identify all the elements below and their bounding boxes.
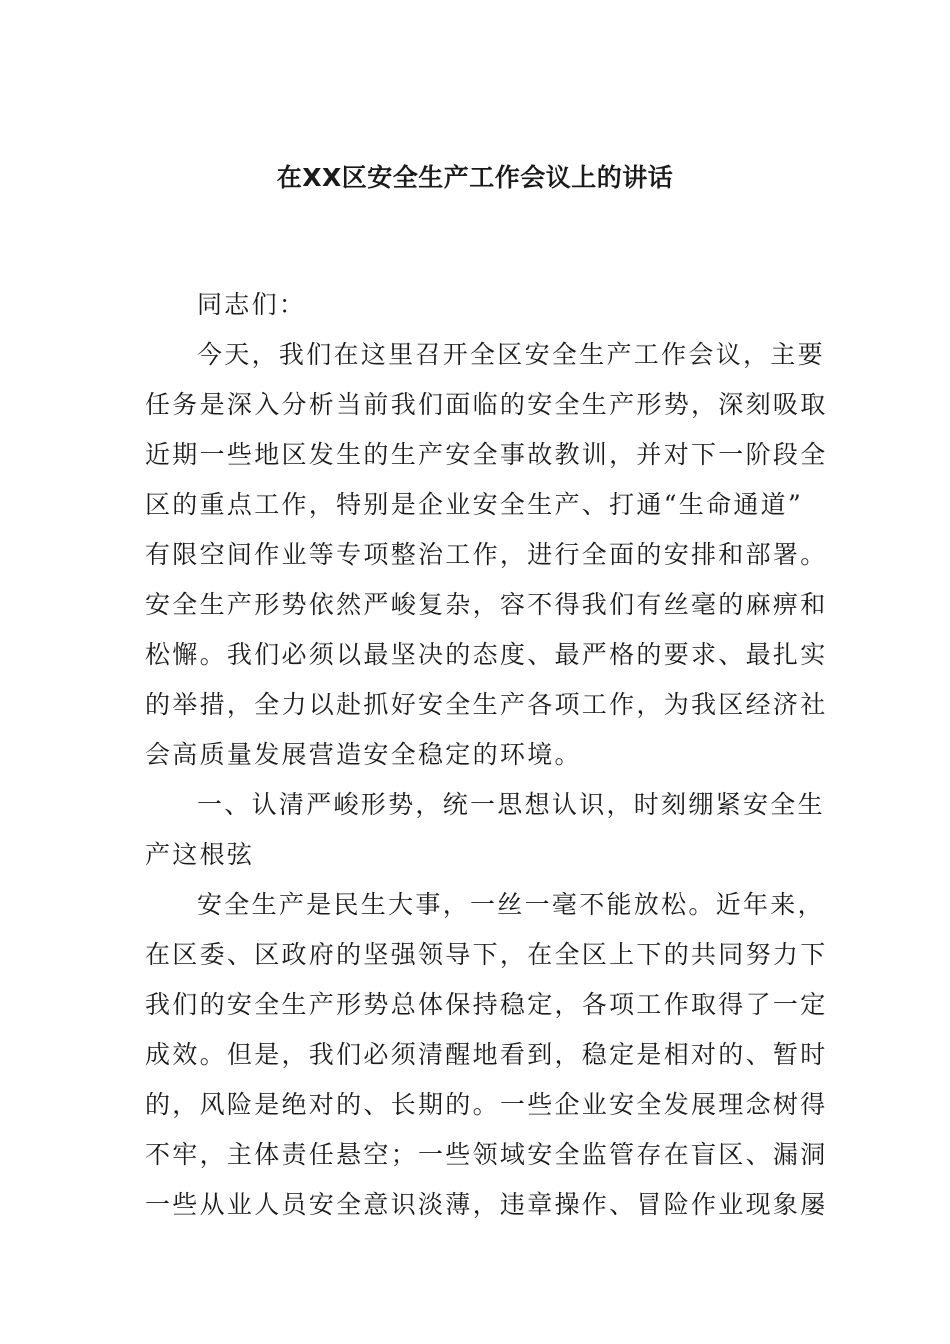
paragraph-line: 一些从业人员安全意识淡薄，违章操作、冒险作业现象屡 [145,1190,828,1219]
paragraph-line: 不牢，主体责任悬空；一些领域安全监管存在盲区、漏洞 [145,1140,828,1169]
paragraph-line: 我们的安全生产形势总体保持稳定，各项工作取得了一定 [145,990,828,1019]
paragraph-line: 在区委、区政府的坚强领导下，在全区上下的共同努力下 [145,940,828,969]
paragraph-line: 今天，我们在这里召开全区安全生产工作会议，主要 [197,340,825,369]
paragraph-line: 有限空间作业等专项整治工作，进行全面的安排和部署。 [145,540,828,569]
paragraph-line: 任务是深入分析当前我们面临的安全生产形势，深刻吸取 [145,390,828,419]
salutation: 同志们： [197,290,307,319]
paragraph-line: 的，风险是绝对的、长期的。一些企业安全发展理念树得 [145,1090,828,1119]
paragraph-line: 会高质量发展营造安全稳定的环境。 [145,740,582,769]
paragraph-line: 安全生产形势依然严峻复杂，容不得我们有丝毫的麻痹和 [145,590,828,619]
document-title: 在XX区安全生产工作会议上的讲话 [276,163,674,192]
paragraph-line: 成效。但是，我们必须清醒地看到，稳定是相对的、暂时 [145,1040,828,1069]
document-body [145,280,828,1230]
paragraph-line: 松懈。我们必须以最坚决的态度、最严格的要求、最扎实 [145,640,828,669]
paragraph-line: 的举措，全力以赴抓好安全生产各项工作，为我区经济社 [145,690,828,719]
paragraph-line: 安全生产是民生大事，一丝一毫不能放松。近年来， [197,890,825,919]
paragraph-line: 近期一些地区发生的生产安全事故教训，并对下一阶段全 [145,440,828,469]
section-heading-line: 产这根弦 [145,840,255,869]
paragraph-line: 区的重点工作，特别是企业安全生产、打通“生命通道” [145,490,804,519]
section-heading-line: 一、认清严峻形势，统一思想认识，时刻绷紧安全生 [197,790,825,819]
